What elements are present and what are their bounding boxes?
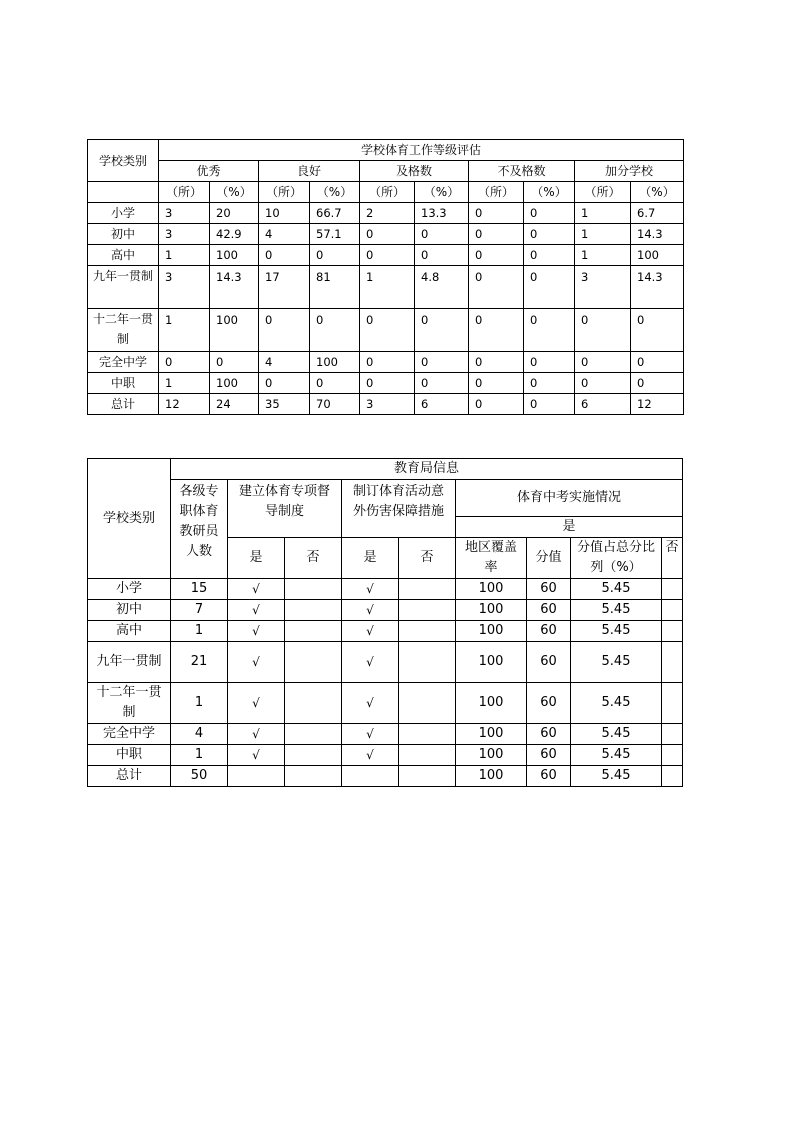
cell-value: 0	[259, 309, 310, 352]
row-label: 高中	[88, 245, 159, 266]
cell-ratio: 5.45	[571, 724, 662, 745]
group-header: 优秀	[159, 161, 259, 182]
cell-value: 1	[575, 224, 631, 245]
cell-value: 24	[210, 394, 259, 415]
col-insurance-header: 制订体育活动意外伤害保障措施	[342, 480, 456, 538]
cell-value: 100	[310, 352, 360, 373]
table-row	[88, 724, 683, 745]
cell-value: 0	[524, 266, 575, 309]
cell-ratio: 5.45	[571, 683, 662, 724]
sup-no-header: 否	[285, 538, 342, 579]
cell-value: 12	[159, 394, 210, 415]
cell-value: 0	[310, 373, 360, 394]
cell-value: 17	[259, 266, 310, 309]
cell-score: 60	[527, 579, 571, 600]
cell-score: 60	[527, 621, 571, 642]
cell-coverage: 100	[456, 745, 527, 766]
row-label: 初中	[88, 600, 171, 621]
cell-ins-yes: √	[342, 683, 399, 724]
cell-coverage: 100	[456, 642, 527, 683]
row-label: 高中	[88, 621, 171, 642]
cell-staff: 15	[171, 579, 228, 600]
cell-value: 0	[524, 373, 575, 394]
cell-no	[662, 579, 683, 600]
education-bureau-info-table	[87, 458, 683, 787]
col-supervision-header: 建立体育专项督导制度	[228, 480, 342, 538]
cell-value: 0	[631, 352, 684, 373]
row-header: 学校类别	[88, 140, 159, 182]
cell-value: 4.8	[415, 266, 469, 309]
cell-value: 4	[259, 224, 310, 245]
cell-value: 0	[415, 309, 469, 352]
cell-sup-no	[285, 745, 342, 766]
cell-sup-yes: √	[228, 745, 285, 766]
cell-staff: 1	[171, 745, 228, 766]
cell-value: 0	[469, 224, 524, 245]
cell-value: 10	[259, 203, 310, 224]
cell-sup-no	[285, 600, 342, 621]
cell-ins-no	[399, 579, 456, 600]
cell-value: 1	[159, 245, 210, 266]
cell-value: 0	[210, 352, 259, 373]
cell-no	[662, 745, 683, 766]
row-label: 完全中学	[88, 352, 159, 373]
sup-yes-header: 是	[228, 538, 285, 579]
cell-score: 60	[527, 642, 571, 683]
cell-value: 4	[259, 352, 310, 373]
cell-value: 57.1	[310, 224, 360, 245]
cell-value: 1	[360, 266, 415, 309]
cell-sup-yes: √	[228, 579, 285, 600]
cell-value: 0	[524, 224, 575, 245]
cell-value: 0	[469, 309, 524, 352]
cell-value: 100	[210, 373, 259, 394]
table-row	[88, 579, 683, 600]
cell-sup-yes: √	[228, 683, 285, 724]
cell-value: 0	[415, 373, 469, 394]
cell-score: 60	[527, 745, 571, 766]
row-label: 初中	[88, 224, 159, 245]
cell-value: 0	[469, 373, 524, 394]
cell-value: 0	[469, 394, 524, 415]
coverage-header: 地区覆盖率	[456, 538, 527, 579]
table-row	[88, 642, 683, 683]
cell-coverage: 100	[456, 724, 527, 745]
col-exam-header: 体育中考实施情况	[456, 480, 683, 517]
cell-ratio: 5.45	[571, 642, 662, 683]
cell-value: 0	[259, 245, 310, 266]
cell-ins-yes: √	[342, 579, 399, 600]
cell-ins-yes	[342, 766, 399, 787]
table-row	[88, 309, 684, 352]
cell-value: 0	[575, 309, 631, 352]
cell-ins-no	[399, 724, 456, 745]
exam-yes-header: 是	[456, 517, 683, 538]
row-label: 小学	[88, 579, 171, 600]
cell-value: 35	[259, 394, 310, 415]
cell-sup-no	[285, 579, 342, 600]
table-row	[88, 621, 683, 642]
unit-pct: （%）	[415, 182, 469, 203]
cell-value: 0	[469, 352, 524, 373]
row-label: 九年一贯制	[88, 266, 159, 309]
cell-sup-no	[285, 621, 342, 642]
score-header: 分值	[527, 538, 571, 579]
cell-value: 0	[524, 394, 575, 415]
cell-staff: 1	[171, 683, 228, 724]
cell-value: 3	[360, 394, 415, 415]
cell-value: 0	[415, 224, 469, 245]
cell-sup-no	[285, 683, 342, 724]
cell-value: 100	[631, 245, 684, 266]
cell-no	[662, 600, 683, 621]
unit-pct: （%）	[524, 182, 575, 203]
cell-value: 0	[415, 245, 469, 266]
group-header: 及格数	[360, 161, 469, 182]
cell-value: 0	[415, 352, 469, 373]
table-title: 学校体育工作等级评估	[159, 140, 684, 161]
cell-ins-yes: √	[342, 642, 399, 683]
cell-value: 0	[360, 224, 415, 245]
no-header-truncated: 否	[662, 538, 683, 579]
cell-staff: 21	[171, 642, 228, 683]
cell-coverage: 100	[456, 766, 527, 787]
unit-pct: （%）	[210, 182, 259, 203]
cell-value: 13.3	[415, 203, 469, 224]
cell-value: 0	[469, 203, 524, 224]
cell-value: 0	[524, 352, 575, 373]
cell-sup-no	[285, 766, 342, 787]
cell-ins-no	[399, 683, 456, 724]
table-row	[88, 203, 684, 224]
cell-value: 100	[210, 309, 259, 352]
row-label: 小学	[88, 203, 159, 224]
cell-score: 60	[527, 766, 571, 787]
cell-value: 1	[159, 373, 210, 394]
unit-count: （所）	[469, 182, 524, 203]
table-row	[88, 266, 684, 309]
empty-cell	[88, 182, 159, 203]
table-row	[88, 766, 683, 787]
cell-ins-no	[399, 621, 456, 642]
cell-no	[662, 724, 683, 745]
row-label: 中职	[88, 373, 159, 394]
cell-value: 0	[631, 309, 684, 352]
cell-ratio: 5.45	[571, 579, 662, 600]
unit-pct: （%）	[631, 182, 684, 203]
cell-score: 60	[527, 683, 571, 724]
cell-staff: 4	[171, 724, 228, 745]
row-label: 总计	[88, 394, 159, 415]
cell-value: 6	[575, 394, 631, 415]
group-header: 良好	[259, 161, 360, 182]
cell-value: 14.3	[631, 266, 684, 309]
table-row	[88, 373, 684, 394]
cell-value: 0	[360, 245, 415, 266]
cell-value: 1	[575, 203, 631, 224]
cell-no	[662, 683, 683, 724]
cell-value: 3	[159, 266, 210, 309]
cell-value: 42.9	[210, 224, 259, 245]
cell-value: 81	[310, 266, 360, 309]
cell-sup-yes: √	[228, 724, 285, 745]
cell-value: 14.3	[210, 266, 259, 309]
cell-value: 70	[310, 394, 360, 415]
cell-value: 66.7	[310, 203, 360, 224]
cell-coverage: 100	[456, 621, 527, 642]
cell-value: 0	[360, 373, 415, 394]
cell-value: 0	[524, 203, 575, 224]
unit-count: （所）	[360, 182, 415, 203]
cell-ratio: 5.45	[571, 766, 662, 787]
ins-no-header: 否	[399, 538, 456, 579]
row-header: 学校类别	[88, 459, 171, 579]
cell-value: 1	[159, 309, 210, 352]
cell-ins-yes: √	[342, 600, 399, 621]
cell-ins-no	[399, 745, 456, 766]
school-pe-assessment-table	[87, 139, 684, 415]
cell-ratio: 5.45	[571, 745, 662, 766]
cell-coverage: 100	[456, 683, 527, 724]
cell-ins-no	[399, 766, 456, 787]
cell-staff: 1	[171, 621, 228, 642]
cell-sup-no	[285, 724, 342, 745]
cell-ratio: 5.45	[571, 600, 662, 621]
cell-value: 0	[524, 245, 575, 266]
table-row	[88, 683, 683, 724]
table-title: 教育局信息	[171, 459, 683, 480]
cell-value: 1	[575, 245, 631, 266]
cell-value: 3	[575, 266, 631, 309]
cell-value: 0	[469, 266, 524, 309]
table-row	[88, 600, 683, 621]
cell-value: 0	[524, 309, 575, 352]
table-row	[88, 394, 684, 415]
row-label: 十二年一贯制	[88, 683, 171, 724]
cell-value: 14.3	[631, 224, 684, 245]
cell-value: 0	[360, 352, 415, 373]
cell-ratio: 5.45	[571, 621, 662, 642]
row-label: 九年一贯制	[88, 642, 171, 683]
unit-pct: （%）	[310, 182, 360, 203]
ratio-header: 分值占总分比列（%）	[571, 538, 662, 579]
cell-sup-yes: √	[228, 621, 285, 642]
cell-no	[662, 642, 683, 683]
col-staff-header: 各级专职体育教研员人数	[171, 480, 228, 579]
table-row	[88, 745, 683, 766]
group-header: 不及格数	[469, 161, 575, 182]
cell-value: 3	[159, 203, 210, 224]
cell-no	[662, 766, 683, 787]
cell-score: 60	[527, 600, 571, 621]
cell-value: 0	[575, 352, 631, 373]
cell-coverage: 100	[456, 600, 527, 621]
table-row	[88, 224, 684, 245]
cell-value: 2	[360, 203, 415, 224]
table-body	[88, 579, 683, 787]
unit-count: （所）	[259, 182, 310, 203]
cell-ins-no	[399, 642, 456, 683]
table-row	[88, 245, 684, 266]
cell-value: 12	[631, 394, 684, 415]
cell-value: 20	[210, 203, 259, 224]
ins-yes-header: 是	[342, 538, 399, 579]
cell-value: 0	[360, 309, 415, 352]
cell-value: 3	[159, 224, 210, 245]
cell-ins-yes: √	[342, 724, 399, 745]
unit-count: （所）	[575, 182, 631, 203]
cell-value: 0	[469, 245, 524, 266]
cell-value: 0	[159, 352, 210, 373]
cell-value: 6	[415, 394, 469, 415]
cell-score: 60	[527, 724, 571, 745]
cell-value: 0	[310, 245, 360, 266]
cell-sup-yes: √	[228, 600, 285, 621]
row-label: 十二年一贯制	[88, 309, 159, 352]
cell-value: 6.7	[631, 203, 684, 224]
table-body	[88, 203, 684, 415]
cell-sup-no	[285, 642, 342, 683]
cell-value: 0	[631, 373, 684, 394]
cell-value: 0	[575, 373, 631, 394]
cell-coverage: 100	[456, 579, 527, 600]
row-label: 总计	[88, 766, 171, 787]
cell-ins-yes: √	[342, 745, 399, 766]
cell-ins-no	[399, 600, 456, 621]
cell-staff: 50	[171, 766, 228, 787]
cell-value: 0	[310, 309, 360, 352]
row-label: 完全中学	[88, 724, 171, 745]
cell-sup-yes: √	[228, 642, 285, 683]
table-row	[88, 352, 684, 373]
row-label: 中职	[88, 745, 171, 766]
cell-no	[662, 621, 683, 642]
group-header: 加分学校	[575, 161, 684, 182]
cell-value: 100	[210, 245, 259, 266]
cell-value: 0	[259, 373, 310, 394]
cell-sup-yes	[228, 766, 285, 787]
unit-count: （所）	[159, 182, 210, 203]
cell-ins-yes: √	[342, 621, 399, 642]
cell-staff: 7	[171, 600, 228, 621]
